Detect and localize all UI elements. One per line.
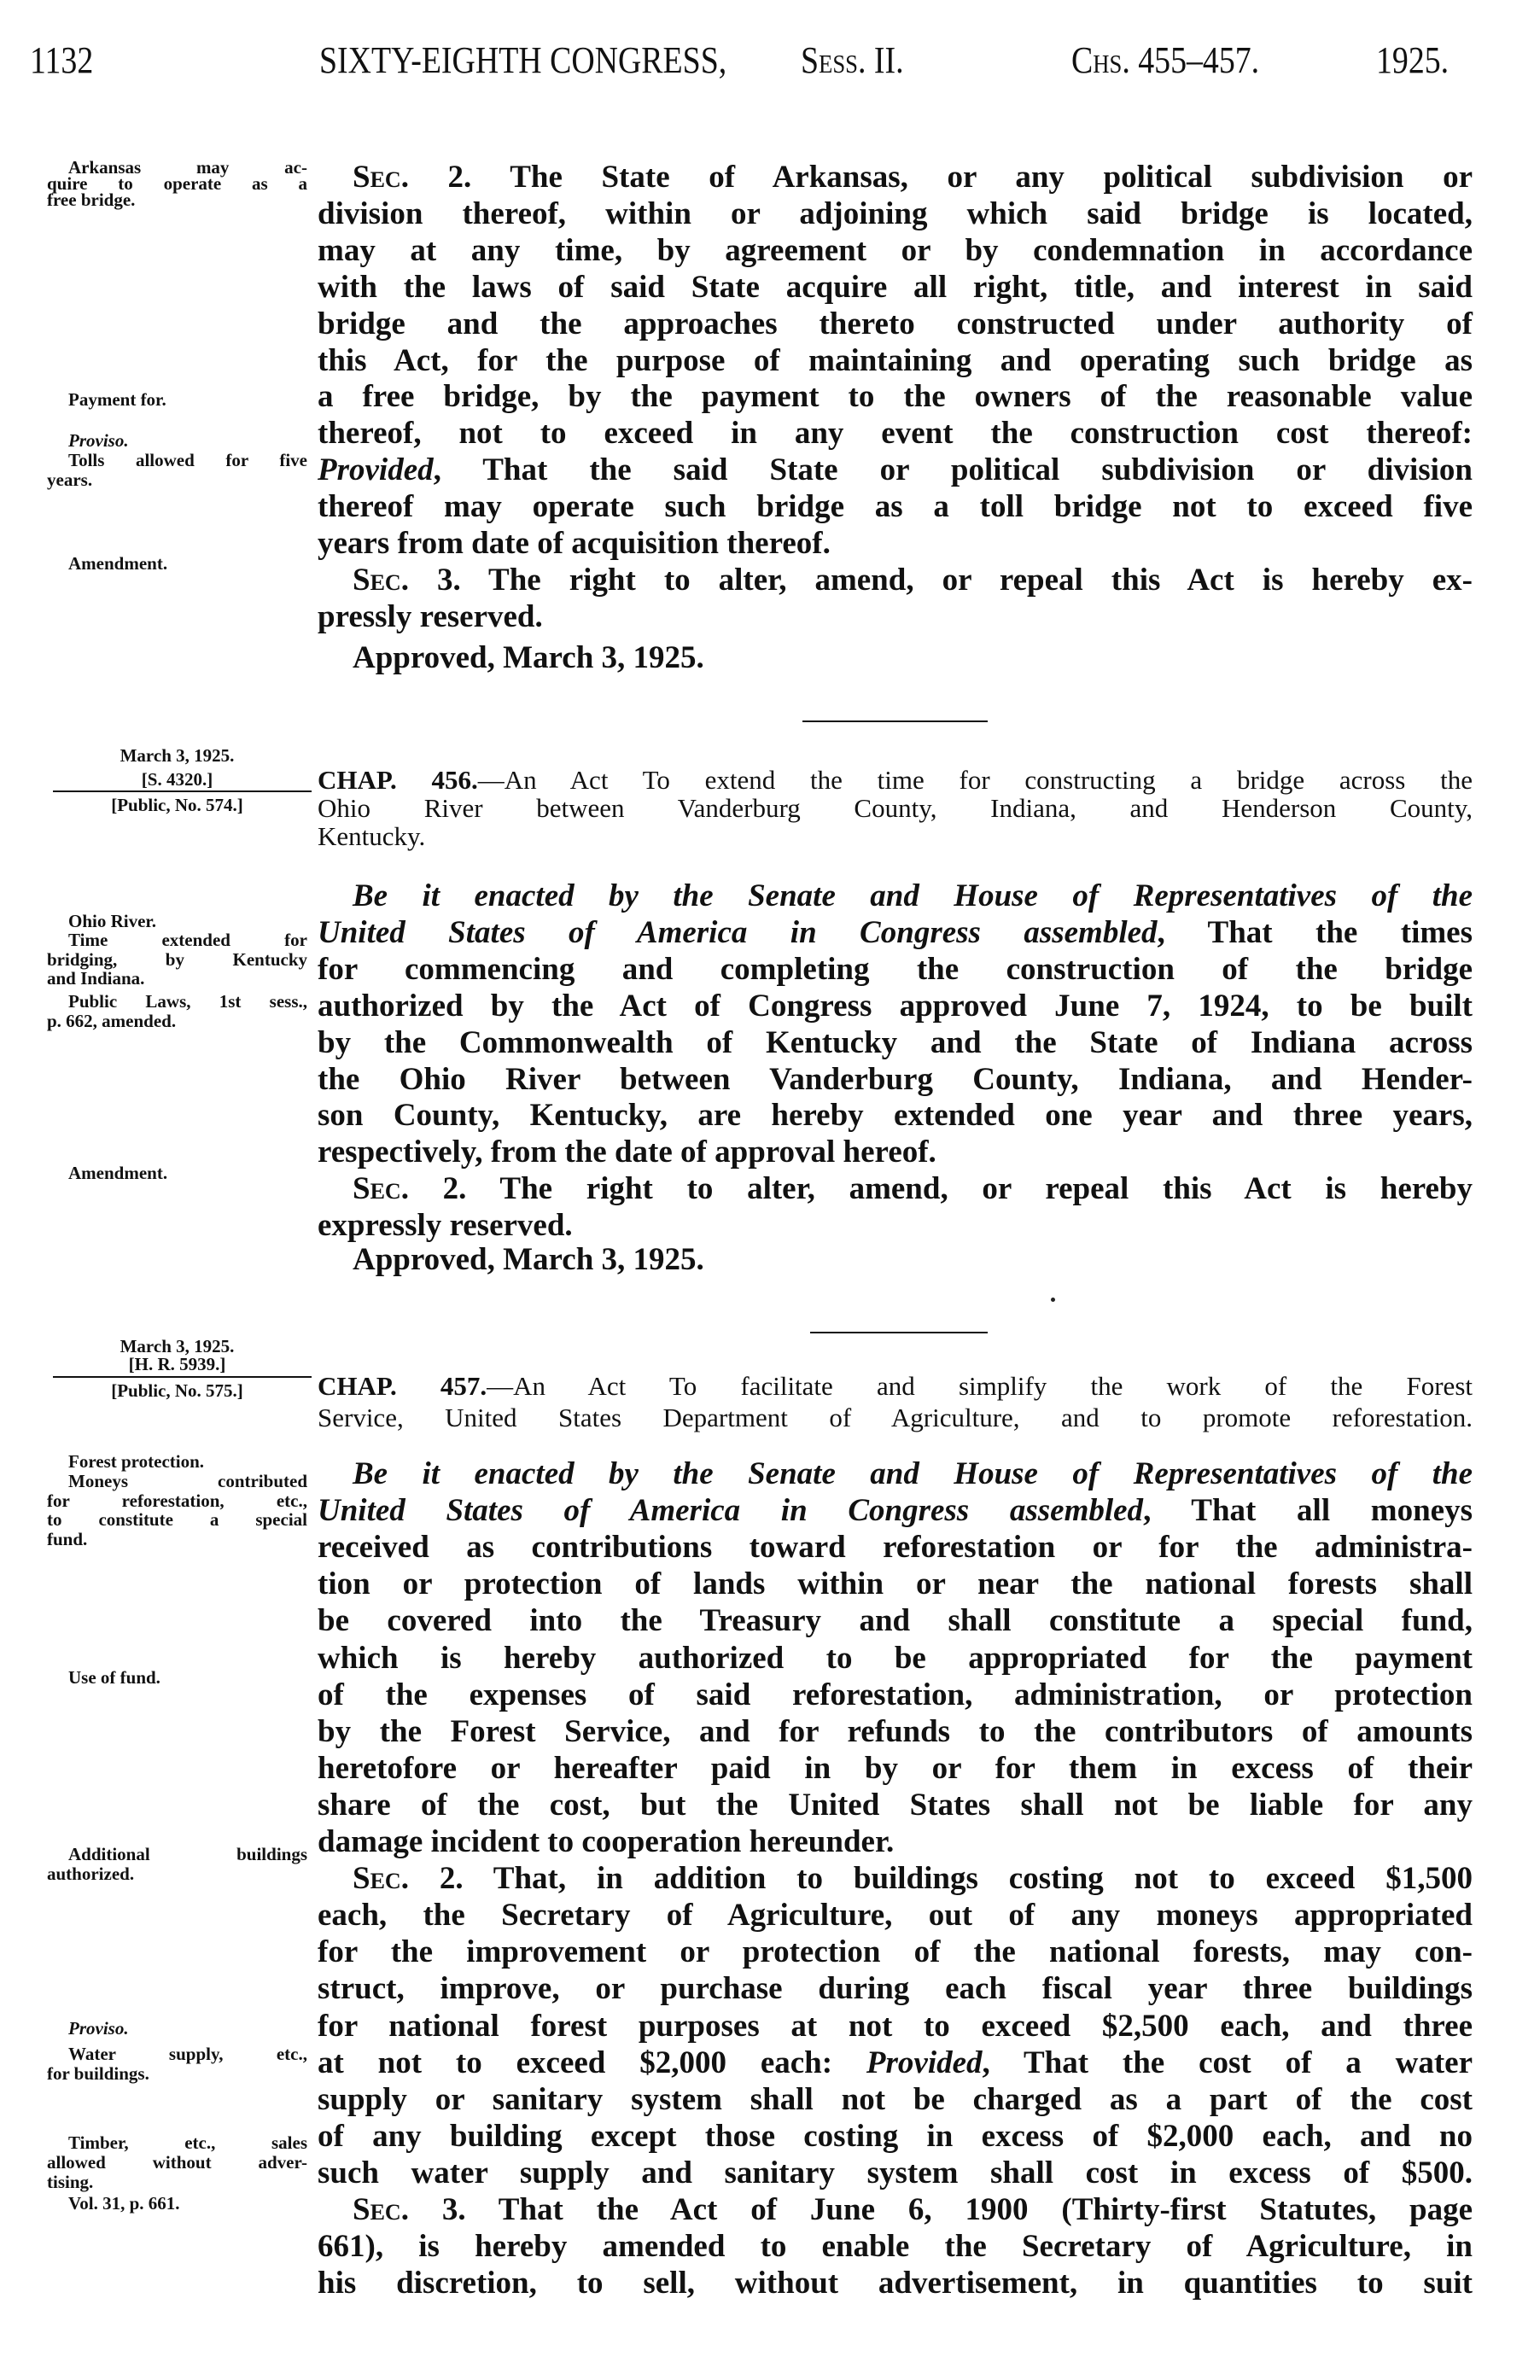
text-run: Moneys contributed: [68, 1471, 307, 1491]
body-text-line: [318, 1135, 1473, 1170]
body-text-line: [318, 379, 1473, 415]
margin-note-line: [68, 390, 307, 409]
text-run: for the improvement or protection of the national forests, may con-: [318, 1934, 1473, 1970]
text-run: for buildings.: [47, 2063, 149, 2084]
chapter-heading-line: [318, 1403, 1473, 1432]
body-text-line: [353, 2192, 1473, 2228]
section-label: Sec.: [353, 160, 409, 195]
body-text-line: [318, 526, 1473, 562]
body-text-line: [318, 1493, 1473, 1529]
text-run: free bridge.: [47, 190, 136, 210]
section-label: Sec.: [353, 1861, 409, 1897]
body-text-line: [318, 1208, 1473, 1244]
chapter-heading-line: [318, 822, 1473, 850]
text-run: bridging, by Kentucky: [47, 949, 307, 970]
text-run: 2. That, in addition to buildings costing not to exceed $1,500: [408, 1861, 1473, 1897]
text-run: —An Act To extend the time for constructing a bridge across the: [477, 765, 1473, 795]
margin-divider: [53, 790, 312, 792]
margin-note-line: [47, 2173, 307, 2191]
margin-note-line: [68, 451, 307, 470]
text-run: respectively, from the date of approval hereof.: [318, 1135, 936, 1170]
text-run: Vol. 31, p. 661.: [68, 2193, 180, 2214]
body-text-line: [318, 1824, 1473, 1860]
body-text-line: [318, 2082, 1473, 2118]
margin-note-line: [47, 1864, 307, 1883]
text-run: be covered into the Treasury and shall constitute a special fund,: [318, 1603, 1473, 1639]
chapter-heading-line: [318, 766, 1473, 794]
page-number: 1132: [30, 39, 94, 81]
text-run: his discretion, to sell, without advertisement, in quantities to suit: [318, 2266, 1473, 2301]
margin-note-line: [47, 1510, 307, 1529]
text-run: of the expenses of said reforestation, administration, or protection: [318, 1677, 1473, 1712]
margin-note-line: [68, 912, 307, 930]
body-text-line: [318, 2045, 1473, 2081]
text-run: may at any time, by agreement or by condemnation in accordance: [318, 232, 1473, 268]
margin-note-line: [47, 1012, 307, 1030]
body-text-line: [318, 1098, 1473, 1134]
chapter-heading-line: [318, 794, 1473, 822]
body-text-line: [318, 1971, 1473, 2007]
margin-note-line: [47, 746, 307, 765]
body-text-line: [318, 1603, 1473, 1639]
margin-note-line: [68, 992, 307, 1011]
margin-note-line: [47, 2153, 307, 2172]
body-text-line: [318, 1566, 1473, 1602]
body-text-line: [318, 343, 1473, 379]
margin-note-line: [47, 796, 307, 814]
body-text-line: [318, 1025, 1473, 1061]
italic-text: United States of America in Congress assembled: [318, 914, 1158, 950]
text-run: share of the cost, but the United States shall not be liable for any: [318, 1787, 1473, 1823]
text-run: Additional buildings: [68, 1844, 307, 1864]
text-run: allowed without adver-: [47, 2152, 307, 2173]
text-run: Water supply, etc.,: [68, 2044, 307, 2064]
text-run: supply or sanitary system shall not be charged as a part of the cost: [318, 2081, 1473, 2117]
text-run: of any building except those costing in excess of $2,000 each, and no: [318, 2118, 1473, 2154]
italic-text: Proviso.: [68, 2018, 129, 2039]
text-run: heretofore or hereafter paid in by or for them in excess of their: [318, 1750, 1473, 1786]
body-text-line: [353, 1456, 1473, 1492]
text-run: Timber, etc., sales: [68, 2132, 307, 2153]
text-run: 2. The right to alter, amend, or repeal this Act is hereby: [408, 1171, 1473, 1207]
text-run: division thereof, within or adjoining which said bridge is located,: [318, 195, 1473, 231]
running-head-chapters: Chs. 455–457.: [1071, 39, 1260, 81]
text-run: [H. R. 5939.]: [128, 1354, 226, 1374]
text-run: Use of fund.: [68, 1667, 160, 1688]
margin-note-line: [47, 2064, 307, 2083]
section-divider: [810, 1332, 988, 1333]
italic-text: Provided: [866, 2045, 983, 2080]
text-run: March 3, 1925.: [120, 745, 235, 766]
text-run: for commencing and completing the construction of the bridge: [318, 951, 1473, 987]
approval-line: Approved, March 3, 1925.: [353, 1242, 704, 1277]
text-run: years from date of acquisition thereof.: [318, 526, 831, 561]
text-run: Forest protection.: [68, 1451, 205, 1472]
body-text-line: [353, 563, 1473, 598]
margin-note-line: [47, 1337, 307, 1356]
text-run: tising.: [47, 2172, 94, 2192]
text-run: such water supply and sanitary system shall cost in excess of $500.: [318, 2155, 1473, 2190]
text-run: a free bridge, by the payment to the owners of the reasonable value: [318, 379, 1473, 415]
body-text-line: [318, 1751, 1473, 1787]
text-run: thereof, not to exceed in any event the construction cost thereof:: [318, 416, 1473, 452]
text-run: , That the said State or political subdivision or division: [433, 452, 1473, 488]
text-run: and Indiana.: [47, 968, 145, 989]
text-run: this Act, for the purpose of maintaining and operating such bridge as: [318, 342, 1473, 378]
text-run: the Ohio River between Vanderburg County, Indiana, and Hender-: [318, 1061, 1473, 1097]
body-text-line: [318, 2229, 1473, 2265]
text-run: which is hereby authorized to be appropriated for the payment: [318, 1640, 1473, 1676]
italic-text: Provided: [318, 452, 434, 488]
margin-note-line: [47, 969, 307, 988]
margin-note-line: [68, 1845, 307, 1864]
text-run: Payment for.: [68, 389, 166, 410]
running-head-congress: SIXTY-EIGHTH CONGRESS,: [319, 39, 727, 81]
section-label: Sec.: [353, 1171, 409, 1207]
margin-note-line: [47, 190, 307, 209]
italic-text: Proviso.: [68, 430, 129, 451]
text-run: to constitute a special: [47, 1509, 307, 1530]
text-run: Tolls allowed for five: [68, 450, 307, 470]
margin-note-line: [68, 2045, 307, 2063]
section-divider: [802, 720, 988, 722]
body-text-line: [318, 2119, 1473, 2155]
margin-note-line: [47, 1491, 307, 1510]
text-run: for reforestation, etc.,: [47, 1490, 307, 1511]
text-run: thereof may operate such bridge as a toll bridge not to exceed five: [318, 489, 1473, 525]
text-run: each, the Secretary of Agriculture, out of any moneys appropriated: [318, 1898, 1473, 1934]
body-text-line: [318, 1898, 1473, 1934]
text-run: Arkansas may ac-: [68, 157, 307, 178]
body-text-line: [353, 1861, 1473, 1897]
margin-note-line: [68, 930, 307, 949]
chapter-number: CHAP. 456.: [318, 765, 478, 795]
text-run: authorized.: [47, 1864, 135, 1884]
body-text-line: [318, 1062, 1473, 1098]
body-text-line: [318, 1714, 1473, 1750]
margin-note-line: [47, 1381, 307, 1400]
body-text-line: [318, 452, 1473, 488]
text-run: 2. The State of Arkansas, or any political subdivision or: [408, 160, 1473, 195]
chapter-number: CHAP. 457.: [318, 1371, 487, 1401]
text-run: Public Laws, 1st sess.,: [68, 991, 307, 1012]
italic-text: Be it enacted by the Senate and House of Representatives of the: [353, 878, 1473, 913]
text-run: authorized by the Act of Congress approved June 7, 1924, to be built: [318, 988, 1473, 1024]
text-run: quire to operate as a: [47, 173, 307, 194]
margin-note-line: [68, 2194, 307, 2213]
text-run: 3. That the Act of June 6, 1900 (Thirty-first Statutes, page: [408, 2192, 1473, 2227]
text-run: Ohio River.: [68, 911, 157, 931]
margin-note-line: [68, 1472, 307, 1490]
body-text-line: [318, 989, 1473, 1024]
body-text-line: [318, 1530, 1473, 1566]
text-run: years.: [47, 470, 93, 490]
margin-note-line: [68, 554, 307, 573]
margin-note-line: [47, 950, 307, 969]
text-run: Amendment.: [68, 553, 168, 574]
text-run: —An Act To facilitate and simplify the work of the Forest: [487, 1371, 1473, 1401]
running-head-year: 1925.: [1376, 39, 1450, 81]
text-run: 661), is hereby amended to enable the Secretary of Agriculture, in: [318, 2229, 1473, 2265]
body-text-line: [318, 306, 1473, 342]
text-run: tion or protection of lands within or near the national forests shall: [318, 1566, 1473, 1602]
body-text-line: [353, 878, 1473, 914]
body-text-line: [353, 1171, 1473, 1207]
body-text-line: [318, 489, 1473, 525]
text-run: with the laws of said State acquire all right, title, and interest in said: [318, 269, 1473, 305]
body-text-line: [318, 2155, 1473, 2191]
text-run: p. 662, amended.: [47, 1011, 177, 1031]
text-run: Ohio River between Vanderburg County, Indiana, and Henderson County,: [318, 793, 1473, 823]
section-label: Sec.: [353, 2192, 409, 2227]
margin-note-line: [68, 431, 307, 450]
text-run: by the Forest Service, and for refunds to the contributors of amounts: [318, 1713, 1473, 1749]
section-label: Sec.: [353, 562, 409, 598]
chapter-heading-line: [318, 1372, 1473, 1400]
text-run: 3. The right to alter, amend, or repeal this Act is hereby ex-: [408, 562, 1473, 598]
text-run: by the Commonwealth of Kentucky and the State of Indiana across: [318, 1024, 1473, 1060]
margin-note-line: [68, 1452, 307, 1471]
text-run: Time extended for: [68, 930, 307, 950]
body-text-line: [318, 1934, 1473, 1970]
body-text-line: [318, 1677, 1473, 1713]
text-run: for national forest purposes at not to exceed $2,500 each, and three: [318, 2008, 1473, 2044]
margin-note-line: [47, 1530, 307, 1549]
body-text-line: [318, 1788, 1473, 1823]
body-text-line: [318, 196, 1473, 232]
margin-note-line: [47, 1355, 307, 1374]
body-text-line: [318, 2009, 1473, 2045]
margin-note-line: [68, 2133, 307, 2152]
text-run: expressly reserved.: [318, 1208, 573, 1244]
text-run: bridge and the approaches thereto constructed under authority of: [318, 306, 1473, 341]
text-run: son County, Kentucky, are hereby extended one year and three years,: [318, 1098, 1473, 1134]
body-text-line: [318, 233, 1473, 269]
body-text-line: [318, 915, 1473, 951]
body-text-line: [353, 160, 1473, 195]
text-run: Amendment.: [68, 1163, 168, 1183]
text-run: fund.: [47, 1529, 88, 1549]
text-run: received as contributions toward reforestation or for the administra-: [318, 1530, 1473, 1566]
margin-note-line: [47, 470, 307, 489]
text-run: pressly reserved.: [318, 598, 543, 634]
italic-text: United States of America in Congress assembled: [318, 1493, 1144, 1529]
text-run: [Public, No. 574.]: [111, 795, 243, 815]
italic-text: Be it enacted by the Senate and House of Representatives of the: [353, 1456, 1473, 1491]
text-run: [Public, No. 575.]: [111, 1380, 243, 1401]
text-run: , That all moneys: [1143, 1493, 1473, 1529]
text-run: March 3, 1925.: [120, 1336, 235, 1356]
text-run: Kentucky.: [318, 821, 426, 851]
body-text-line: [318, 2266, 1473, 2301]
margin-note-line: [68, 1668, 307, 1687]
margin-note-line: [47, 770, 307, 789]
body-text-line: [318, 270, 1473, 306]
margin-note-line: [68, 1164, 307, 1182]
text-run: , That the times: [1157, 914, 1473, 950]
text-run: [S. 4320.]: [141, 769, 213, 790]
text-run: Service, United States Department of Agriculture, and to promote reforestation.: [318, 1403, 1473, 1432]
approval-line: Approved, March 3, 1925.: [353, 640, 704, 675]
body-text-line: [318, 952, 1473, 988]
body-text-line: [318, 1641, 1473, 1677]
margin-note-line: [68, 2019, 307, 2038]
text-run: , That the cost of a water: [982, 2045, 1473, 2080]
text-run: damage incident to cooperation hereunder.: [318, 1824, 895, 1859]
margin-divider: [53, 1376, 312, 1378]
print-speck: [1051, 1298, 1055, 1302]
text-run: at not to exceed $2,000 each:: [318, 2045, 866, 2080]
text-run: struct, improve, or purchase during each fiscal year three buildings: [318, 1971, 1473, 2007]
running-head-session: Sess. II.: [801, 39, 904, 81]
body-text-line: [318, 599, 1473, 635]
body-text-line: [318, 416, 1473, 452]
